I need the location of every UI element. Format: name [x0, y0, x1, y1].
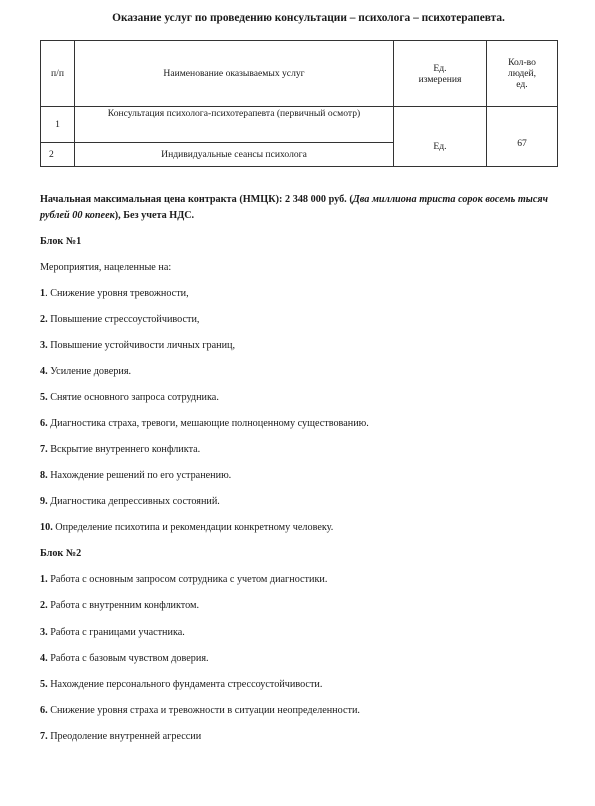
list-item: 6. Снижение уровня страха и тревожности в ситуации неопределенности.: [40, 705, 360, 716]
list-item: 3. Работа с границами участника.: [40, 627, 185, 638]
list-item: 1. Работа с основным запросом сотрудника с учетом диагностики.: [40, 574, 328, 585]
header-num: п/п: [41, 41, 75, 107]
quantity-cell: 67: [487, 107, 558, 167]
row-service-name: Индивидуальные сеансы психолога: [75, 143, 394, 167]
header-service-name: Наименование оказываемых услуг: [75, 41, 394, 107]
row-service-name: Консультация психолога-психотерапевта (первичный осмотр): [75, 107, 394, 143]
block2-heading: Блок №2: [40, 548, 82, 559]
list-item: 2. Работа с внутренним конфликтом.: [40, 600, 200, 611]
list-item: 7. Преодоление внутренней агрессии: [40, 731, 202, 742]
list-item: 5. Снятие основного запроса сотрудника.: [40, 392, 219, 403]
row-num: 1: [41, 107, 75, 143]
table-header-row: [41, 41, 558, 107]
block1-heading: Блок №1: [40, 236, 82, 247]
header-unit: Ед. измерения: [394, 41, 487, 107]
header-quantity: Кол-во людей, ед.: [487, 41, 558, 107]
list-item: 1. Снижение уровня тревожности,: [40, 288, 189, 299]
table-row: [41, 107, 558, 143]
list-item: 5. Нахождение персонального фундамента стрессоустойчивости.: [40, 679, 323, 690]
services-table: [40, 40, 558, 167]
contract-price: Начальная максимальная цена контракта (НМЦК): 2 348 000 руб. (Два миллиона триста сорок восемь тысяч рублей 00 копеек), Без учета НДС.: [40, 194, 548, 221]
list-item: 7. Вскрытие внутреннего конфликта.: [40, 444, 201, 455]
list-item: 4. Работа с базовым чувством доверия.: [40, 653, 209, 664]
list-item: 6. Диагностика страха, тревоги, мешающие полноценному существованию.: [40, 418, 369, 429]
list-item: 9. Диагностика депрессивных состояний.: [40, 496, 220, 507]
row-num: 2: [41, 143, 75, 167]
document-title: Оказание услуг по проведению консультации – психолога – психотерапевта.: [112, 12, 505, 24]
list-item: 3. Повышение устойчивости личных границ,: [40, 340, 236, 351]
list-item: 8. Нахождение решений по его устранению.: [40, 470, 232, 481]
list-item: 10. Определение психотипа и рекомендации конкретному человеку.: [40, 522, 334, 533]
list-item: 2. Повышение стрессоустойчивости,: [40, 314, 200, 325]
block1-intro: Мероприятия, нацеленные на:: [40, 262, 172, 273]
list-item: 4. Усиление доверия.: [40, 366, 132, 377]
price-in-words: Два миллиона триста сорок восемь тысяч рублей 00 копеек: [40, 194, 548, 221]
unit-cell: Ед.: [394, 107, 487, 167]
